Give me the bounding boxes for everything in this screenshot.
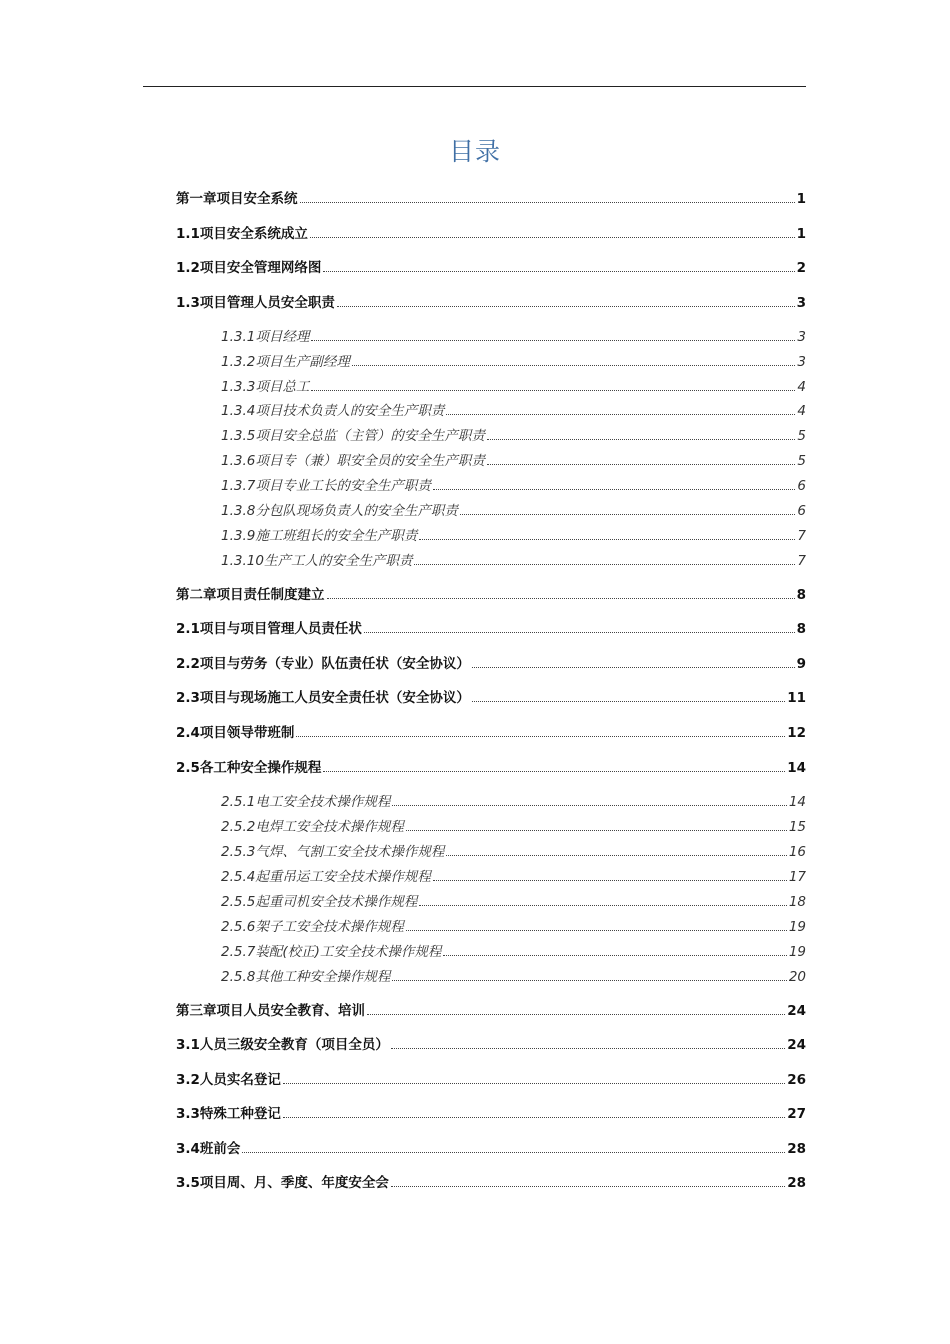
toc-entry[interactable] [176, 762, 806, 776]
toc-entry-label: 1.3.8分包队现场负责人的安全生产职责 [221, 503, 458, 519]
dot-leader [296, 736, 785, 737]
toc-entry-page-number: 2 [796, 260, 806, 276]
toc-entry-page-number: 18 [788, 894, 806, 910]
toc-entry-page-number: 3 [797, 354, 806, 370]
toc-entry-label: 1.3.3项目总工 [221, 379, 310, 395]
toc-entry-page-number: 4 [797, 379, 806, 395]
toc-entry-page-number: 7 [797, 528, 806, 544]
toc-entry[interactable] [176, 727, 806, 741]
toc-entry-label: 1.3.9施工班组长的安全生产职责 [221, 528, 418, 544]
toc-entry-page-number: 14 [787, 760, 806, 776]
dot-leader [323, 271, 794, 272]
toc-entry-label: 2.5.4起重吊运工安全技术操作规程 [221, 869, 431, 885]
dot-leader [446, 414, 795, 415]
dot-leader [310, 237, 795, 238]
toc-entry-page-number: 6 [797, 503, 806, 519]
header-rule [143, 86, 806, 87]
toc-entry[interactable] [221, 480, 806, 494]
toc-entry-page-number: 27 [787, 1106, 806, 1122]
dot-leader [283, 1083, 785, 1084]
toc-entry[interactable] [221, 505, 806, 519]
toc-entry-page-number: 3 [796, 295, 806, 311]
dot-leader [433, 880, 787, 881]
toc-entry[interactable] [221, 455, 806, 469]
dot-leader [283, 1117, 785, 1118]
dot-leader [311, 390, 795, 391]
toc-entry-page-number: 26 [787, 1072, 806, 1088]
toc-entry-page-number: 3 [797, 329, 806, 345]
toc-entry[interactable] [221, 331, 806, 345]
toc-entry-page-number: 20 [788, 969, 806, 985]
toc-entry[interactable] [176, 193, 806, 207]
toc-entry[interactable] [221, 796, 806, 810]
dot-leader [323, 771, 785, 772]
dot-leader [414, 564, 795, 565]
toc-entry-label: 3.2人员实名登记 [176, 1072, 281, 1088]
dot-leader [311, 340, 795, 341]
toc-entry-label: 第三章项目人员安全教育、培训 [176, 1003, 365, 1019]
dot-leader [352, 365, 796, 366]
toc-entry-label: 1.3.4项目技术负责人的安全生产职责 [221, 403, 445, 419]
toc-entry-label: 3.3特殊工种登记 [176, 1106, 281, 1122]
toc-entry[interactable] [176, 297, 806, 311]
toc-entry-label: 1.3.2项目生产副经理 [221, 354, 350, 370]
dot-leader [242, 1152, 785, 1153]
toc-entry[interactable] [176, 1108, 806, 1122]
toc-entry-page-number: 28 [787, 1141, 806, 1157]
toc-entry-label: 2.4项目领导带班制 [176, 725, 295, 741]
dot-leader [419, 905, 786, 906]
toc-title: 目录 [448, 137, 501, 166]
dot-leader [433, 489, 796, 490]
toc-entry[interactable] [221, 381, 806, 395]
toc-entry-label: 2.5.2电焊工安全技术操作规程 [221, 819, 404, 835]
toc-entry[interactable] [221, 356, 806, 370]
dot-leader [406, 930, 787, 931]
toc-entry-label: 2.5.7装配(校正)工安全技术操作规程 [221, 944, 442, 960]
toc-entry[interactable] [176, 262, 806, 276]
dot-leader [327, 598, 795, 599]
toc-entry-page-number: 5 [797, 453, 806, 469]
toc-entry[interactable] [221, 530, 806, 544]
dot-leader [364, 632, 795, 633]
toc-entry-page-number: 16 [788, 844, 806, 860]
dot-leader [367, 1014, 785, 1015]
toc-entry[interactable] [221, 821, 806, 835]
toc-entry-page-number: 17 [788, 869, 806, 885]
toc-entry-label: 第一章项目安全系统 [176, 191, 298, 207]
dot-leader [337, 306, 795, 307]
toc-entry-label: 2.5.5起重司机安全技术操作规程 [221, 894, 418, 910]
toc-entry-page-number: 1 [796, 226, 806, 242]
toc-entry-page-number: 12 [787, 725, 806, 741]
toc-entry-page-number: 24 [787, 1037, 806, 1053]
dot-leader [487, 464, 796, 465]
toc-entry[interactable] [221, 971, 806, 985]
dot-leader [419, 539, 795, 540]
dot-leader [460, 514, 796, 515]
toc-entry-label: 2.5.1电工安全技术操作规程 [221, 794, 391, 810]
toc-entry-page-number: 7 [797, 553, 806, 569]
toc-entry[interactable] [221, 871, 806, 885]
toc-entry[interactable] [176, 589, 806, 603]
dot-leader [443, 955, 786, 956]
toc-entry-label: 2.5.6架子工安全技术操作规程 [221, 919, 404, 935]
toc-entry[interactable] [221, 405, 806, 419]
toc-entry[interactable] [176, 1039, 806, 1053]
toc-entry-page-number: 9 [796, 656, 806, 672]
toc-entry[interactable] [176, 1177, 806, 1191]
toc-entry-label: 第二章项目责任制度建立 [176, 587, 325, 603]
toc-entry-page-number: 8 [796, 621, 806, 637]
toc-entry-page-number: 4 [797, 403, 806, 419]
toc-entry-label: 3.1人员三级安全教育（项目全员） [176, 1037, 389, 1053]
toc-entry[interactable] [221, 430, 806, 444]
dot-leader [472, 701, 785, 702]
toc-entry[interactable] [221, 921, 806, 935]
toc-entry-label: 2.1项目与项目管理人员责任状 [176, 621, 362, 637]
toc-entry-page-number: 19 [788, 919, 806, 935]
dot-leader [406, 830, 787, 831]
toc-entry[interactable] [176, 623, 806, 637]
toc-entry-page-number: 15 [788, 819, 806, 835]
toc-entry-label: 3.5项目周、月、季度、年度安全会 [176, 1175, 389, 1191]
toc-entry-label: 1.1项目安全系统成立 [176, 226, 308, 242]
toc-entry-label: 2.5.3气焊、气割工安全技术操作规程 [221, 844, 445, 860]
toc-entry-label: 1.3.6项目专（兼）职安全员的安全生产职责 [221, 453, 485, 469]
toc-entry-label: 2.2项目与劳务（专业）队伍责任状（安全协议） [176, 656, 470, 672]
dot-leader [446, 855, 786, 856]
toc-entry-page-number: 6 [797, 478, 806, 494]
toc-entry-page-number: 1 [796, 191, 806, 207]
toc-entry[interactable] [176, 658, 806, 672]
dot-leader [472, 667, 795, 668]
toc-entry-page-number: 28 [787, 1175, 806, 1191]
toc-entry-label: 1.3.7项目专业工长的安全生产职责 [221, 478, 431, 494]
toc-entry-label: 2.3项目与现场施工人员安全责任状（安全协议） [176, 690, 470, 706]
toc-entry-page-number: 8 [796, 587, 806, 603]
dot-leader [487, 439, 796, 440]
toc-entry[interactable] [221, 946, 806, 960]
toc-entry[interactable] [176, 1074, 806, 1088]
toc-entry-page-number: 24 [787, 1003, 806, 1019]
toc-entry-label: 3.4班前会 [176, 1141, 241, 1157]
toc-entry[interactable] [176, 1005, 806, 1019]
toc-entry-page-number: 19 [788, 944, 806, 960]
dot-leader [392, 980, 786, 981]
dot-leader [392, 805, 786, 806]
toc-entry-label: 1.3.10生产工人的安全生产职责 [221, 553, 413, 569]
toc-entry-label: 2.5.8其他工种安全操作规程 [221, 969, 391, 985]
dot-leader [300, 202, 795, 203]
toc-entry-label: 1.3.1项目经理 [221, 329, 310, 345]
toc-entry[interactable] [221, 846, 806, 860]
toc-entry-label: 1.3.5项目安全总监（主管）的安全生产职责 [221, 428, 485, 444]
dot-leader [391, 1048, 785, 1049]
toc-entry-page-number: 5 [797, 428, 806, 444]
toc-entry[interactable] [176, 228, 806, 242]
toc-entry[interactable] [221, 896, 806, 910]
toc-entry[interactable] [221, 555, 806, 569]
toc-entry[interactable] [176, 692, 806, 706]
toc-entry-page-number: 14 [788, 794, 806, 810]
toc-entry-page-number: 11 [787, 690, 806, 706]
toc-entry-label: 1.2项目安全管理网络图 [176, 260, 322, 276]
toc-entry-label: 1.3项目管理人员安全职责 [176, 295, 335, 311]
dot-leader [391, 1186, 785, 1187]
toc-entry-label: 2.5各工种安全操作规程 [176, 760, 322, 776]
toc-entry[interactable] [176, 1143, 806, 1157]
